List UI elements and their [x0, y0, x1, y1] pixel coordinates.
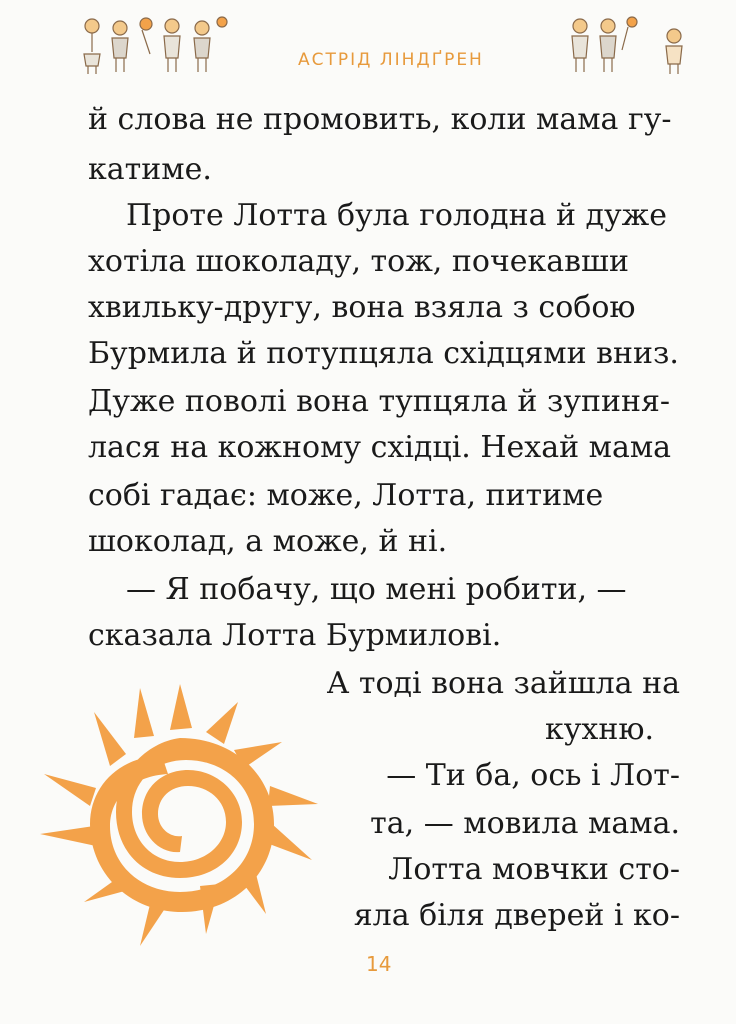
text-line-9: собі гадає: може, Лотта, питиме — [88, 478, 604, 513]
text-line-14: кухню. — [545, 712, 654, 747]
children-illustration-left — [80, 14, 230, 76]
text-line-12: сказала Лотта Бурмилові. — [88, 618, 502, 653]
text-line-10: шоколад, а може, й ні. — [88, 524, 448, 559]
text-line-11: — Я побачу, що мені робити, — — [126, 572, 627, 607]
text-line-8: лася на кожному східці. Нехай мама — [88, 430, 672, 465]
text-line-1: й слова не промовить, коли мама гу- — [88, 102, 672, 137]
text-line-4: хотіла шоколаду, тож, почекавши — [88, 244, 629, 279]
text-line-7: Дуже поволі вона тупцяла й зупиня- — [88, 384, 671, 419]
text-line-5: хвильку-другу, вона взяла з собою — [88, 290, 636, 325]
text-line-2: катиме. — [88, 152, 212, 187]
page-number: 14 — [366, 952, 392, 976]
text-line-15: — Ти ба, ось і Лот- — [386, 758, 680, 793]
text-line-13: А тоді вона зайшла на — [326, 666, 680, 701]
running-header-author: АСТРІД ЛІНДҐРЕН — [298, 50, 484, 70]
children-illustration-right — [566, 14, 696, 76]
text-line-6: Бурмила й потупцяла східцями вниз. — [88, 336, 679, 371]
text-line-18: яла біля дверей і ко- — [353, 898, 680, 933]
page-header — [0, 14, 736, 84]
text-line-17: Лотта мовчки сто- — [388, 852, 680, 887]
text-line-16: та, — мовила мама. — [370, 806, 680, 841]
sun-illustration — [30, 676, 330, 956]
text-line-3: Проте Лотта була голодна й дуже — [126, 198, 668, 233]
